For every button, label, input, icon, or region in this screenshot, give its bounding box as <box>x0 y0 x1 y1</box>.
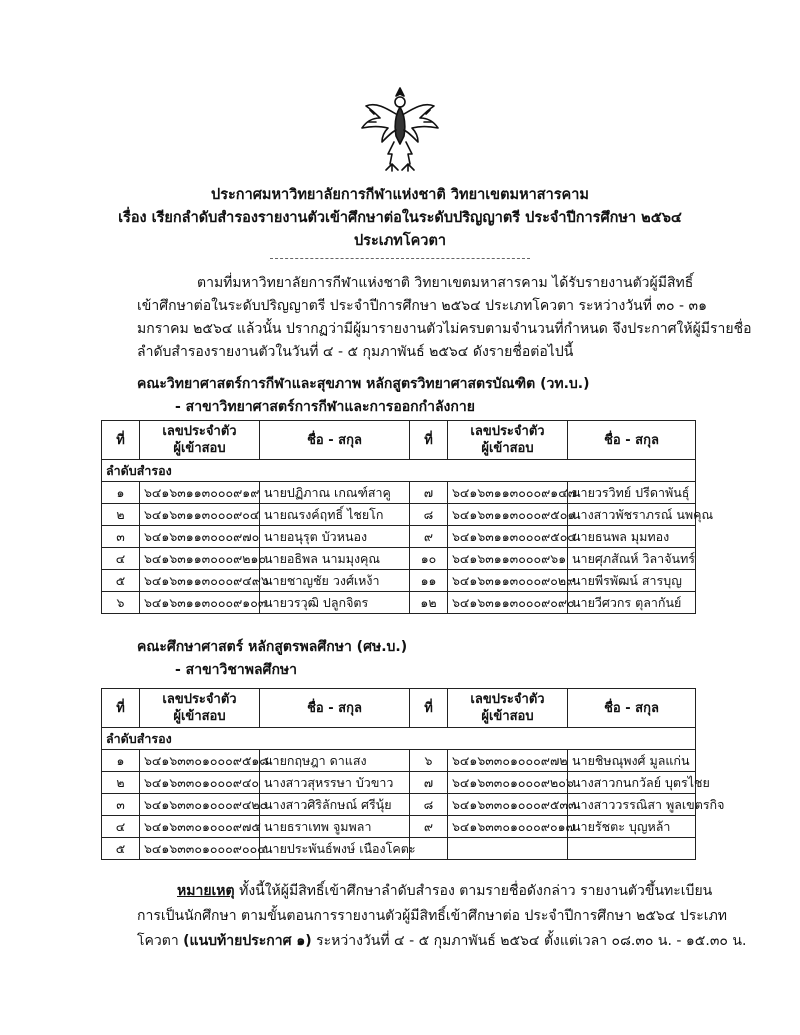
row-no-cell: ๕ <box>102 838 140 860</box>
exam-id-cell: ๖๔๑๖๓๑๑๓๐๐๐๙๐๒๙ <box>448 570 568 592</box>
table-header-row <box>102 421 696 460</box>
exam-id-cell: ๖๔๑๖๓๑๑๓๐๐๐๙๐๙๐ <box>448 592 568 614</box>
row-no-cell: ๗ <box>410 772 448 794</box>
exam-id-cell: ๖๔๑๖๓๑๑๓๐๐๐๙๔๙๖ <box>140 570 260 592</box>
group-label-row <box>102 460 696 482</box>
row-no-cell: ๓ <box>102 526 140 548</box>
row-no-cell: ๔ <box>102 548 140 570</box>
student-name-cell: นายศุภสัณห์ วิลาจันทร์ <box>568 548 696 570</box>
student-name-cell: นายชาญชัย วงศ์เหง้า <box>260 570 410 592</box>
row-no-cell: ๘ <box>410 794 448 816</box>
col-header-exam-id: เลขประจำตัว ผู้เข้าสอบ <box>448 689 568 728</box>
student-name-cell: นายธราเทพ จูมพลา <box>260 816 410 838</box>
table-row <box>102 570 696 592</box>
table-row <box>102 504 696 526</box>
exam-id-cell: ๖๔๑๖๓๓๐๑๐๐๐๙๒๐๖ <box>448 772 568 794</box>
paragraph-line-3: มกราคม ๒๕๖๔ แล้วนั้น ปรากฏว่ามีผู้มารายงานตัวไม่ครบตามจำนวนที่กำหนด จึงประกาศให้ผู้มีรายชื่อ <box>137 321 752 337</box>
student-name-cell: นายอนุรุต บัวหนอง <box>260 526 410 548</box>
student-name-cell <box>568 838 696 860</box>
exam-id-cell: ๖๔๑๖๓๑๑๓๐๐๐๙๑๙ <box>140 482 260 504</box>
table-row <box>102 526 696 548</box>
col-header-exam-id: เลขประจำตัว ผู้เข้าสอบ <box>448 421 568 460</box>
exam-id-cell: ๖๔๑๖๓๑๑๓๐๐๐๙๕๐๑ <box>448 504 568 526</box>
col-header-no: ที่ <box>102 689 140 728</box>
roster-table-1 <box>101 420 714 614</box>
paragraph-line-2: เข้าศึกษาต่อในระดับปริญญาตรี ประจำปีการศึกษา ๒๕๖๔ ประเภทโควตา ระหว่างวันที่ ๓๐ - ๓๑ <box>137 298 707 314</box>
student-name-cell: นายธนพล มุมทอง <box>568 526 696 548</box>
exam-id-cell: ๖๔๑๖๓๑๑๓๐๐๐๙๗๐ <box>140 526 260 548</box>
roster-table-2 <box>101 688 725 860</box>
table-header-row <box>102 689 696 728</box>
note-label: หมายเหตุ <box>177 883 235 899</box>
row-no-cell: ๙ <box>410 526 448 548</box>
exam-id-cell: ๖๔๑๖๓๓๐๑๐๐๐๙๔๒๐ <box>140 794 260 816</box>
row-no-cell: ๑ <box>102 750 140 772</box>
announcement-title: ประกาศมหาวิทยาลัยการกีฬาแห่งชาติ วิทยาเขตมหาสารคาม <box>211 187 589 203</box>
exam-id-cell: ๖๔๑๖๓๓๐๑๐๐๐๙๔๐ <box>140 772 260 794</box>
student-name-cell: นายวรวิทย์ ปรีดาพันธุ์ <box>568 482 696 504</box>
note-line-1: หมายเหตุ ทั้งนี้ให้ผู้มีสิทธิ์เข้าศึกษาลำดับสำรอง ตามรายชื่อดังกล่าว รายงานตัวขึ้นทะเบียน <box>177 883 713 899</box>
col-header-name: ชื่อ - สกุล <box>260 689 410 728</box>
col-header-no: ที่ <box>410 689 448 728</box>
table-row <box>102 750 696 772</box>
paragraph-line-1: ตามที่มหาวิทยาลัยการกีฬาแห่งชาติ วิทยาเขตมหาสารคาม ได้รับรายงานตัวผู้มีสิทธิ์ <box>197 275 694 291</box>
row-no-cell: ๖ <box>102 592 140 614</box>
table-row <box>102 794 696 816</box>
major-heading-2: - สาขาวิชาพลศึกษา <box>175 662 298 678</box>
student-name-cell: นางสาววรรณิสา พูลเขตรกิจ <box>568 794 696 816</box>
student-name-cell: นายชิษณุพงศ์ มูลแก่น <box>568 750 696 772</box>
row-no-cell: ๕ <box>102 570 140 592</box>
col-header-exam-id: เลขประจำตัว ผู้เข้าสอบ <box>140 689 260 728</box>
col-header-name: ชื่อ - สกุล <box>568 421 696 460</box>
exam-id-cell: ๖๔๑๖๓๑๑๓๐๐๐๙๑๐๓ <box>140 592 260 614</box>
student-name-cell: นายอธิพล นามมุงคุณ <box>260 548 410 570</box>
note-line-3: โควตา (แนบท้ายประกาศ ๑) ระหว่างวันที่ ๔ - ๕ กุมภาพันธ์ ๒๕๖๔ ตั้งแต่เวลา ๐๘.๓๐ น. - ๑๕.๓๐ น. <box>137 933 747 949</box>
announcement-subject-line2: ประเภทโควตา <box>353 233 447 249</box>
student-name-cell: นายประพันธ์พงษ์ เนืองโคตะ <box>260 838 410 860</box>
row-no-cell: ๑ <box>102 482 140 504</box>
student-name-cell: นายรัชตะ บุญหล้า <box>568 816 696 838</box>
group-label-row <box>102 728 696 750</box>
col-header-exam-id: เลขประจำตัว ผู้เข้าสอบ <box>140 421 260 460</box>
announcement-subject: เรื่อง เรียกลำดับสำรองรายงานตัวเข้าศึกษาต่อในระดับปริญญาตรี ประจำปีการศึกษา ๒๕๖๔ <box>118 210 682 226</box>
col-header-no: ที่ <box>102 421 140 460</box>
exam-id-cell: ๖๔๑๖๓๑๑๓๐๐๐๙๒๑๐ <box>140 548 260 570</box>
student-name-cell: นางสาวพัชราภรณ์ นพคุณ <box>568 504 696 526</box>
student-name-cell: นายวรวุฒิ ปลูกจิตร <box>260 592 410 614</box>
table-row <box>102 482 696 504</box>
note-attachment-ref: (แนบท้ายประกาศ ๑) <box>183 933 312 949</box>
faculty-heading-2: คณะศึกษาศาสตร์ หลักสูตรพลศึกษา (ศษ.บ.) <box>137 639 408 655</box>
exam-id-cell: ๖๔๑๖๓๑๑๓๐๐๐๙๕๐๔ <box>448 526 568 548</box>
group-label: ลำดับสำรอง <box>102 460 696 482</box>
table-row <box>102 548 696 570</box>
student-name-cell: นางสาวศิริลักษณ์ ศรีนุ้ย <box>260 794 410 816</box>
table-row <box>102 772 696 794</box>
exam-id-cell: ๖๔๑๖๓๓๐๑๐๐๐๙๐๑๗ <box>448 816 568 838</box>
student-name-cell: นายกฤษฎา ดาแสง <box>260 750 410 772</box>
student-name-cell: นายณรงค์ฤทธิ์ ไชยโก <box>260 504 410 526</box>
row-no-cell: ๒ <box>102 504 140 526</box>
exam-id-cell: ๖๔๑๖๓๑๑๓๐๐๐๙๐๔ <box>140 504 260 526</box>
student-name-cell: นางสาวสุหรรษา บัวขาว <box>260 772 410 794</box>
exam-id-cell: ๖๔๑๖๓๓๐๑๐๐๐๙๗๒ <box>448 750 568 772</box>
garuda-emblem-icon <box>358 84 442 174</box>
row-no-cell: ๓ <box>102 794 140 816</box>
col-header-name: ชื่อ - สกุล <box>260 421 410 460</box>
exam-id-cell <box>448 838 568 860</box>
row-no-cell: ๙ <box>410 816 448 838</box>
student-name-cell: นายพีรพัฒน์ สารบุญ <box>568 570 696 592</box>
separator-line <box>270 258 530 259</box>
exam-id-cell: ๖๔๑๖๓๓๐๑๐๐๐๙๐๐๔ <box>140 838 260 860</box>
exam-id-cell: ๖๔๑๖๓๓๐๑๐๐๐๙๗๕ <box>140 816 260 838</box>
col-header-name: ชื่อ - สกุล <box>568 689 696 728</box>
student-name-cell: นางสาวกนกวัลย์ บุตรไชย <box>568 772 696 794</box>
row-no-cell: ๑๒ <box>410 592 448 614</box>
row-no-cell: ๗ <box>410 482 448 504</box>
paragraph-line-4: ลำดับสำรองรายงานตัวในวันที่ ๔ - ๕ กุมภาพันธ์ ๒๕๖๔ ดังรายชื่อต่อไปนี้ <box>137 344 574 360</box>
faculty-heading-1: คณะวิทยาศาสตร์การกีฬาและสุขภาพ หลักสูตรวิทยาศาสตรบัณฑิต (วท.บ.) <box>137 376 590 392</box>
row-no-cell: ๔ <box>102 816 140 838</box>
exam-id-cell: ๖๔๑๖๓๓๐๑๐๐๐๙๕๑๘ <box>140 750 260 772</box>
exam-id-cell: ๖๔๑๖๓๑๑๓๐๐๐๙๖๑ <box>448 548 568 570</box>
row-no-cell: ๑๐ <box>410 548 448 570</box>
table-row <box>102 838 696 860</box>
table-row <box>102 816 696 838</box>
student-name-cell: นายวีศวกร ตุลากันย์ <box>568 592 696 614</box>
student-name-cell: นายปฏิภาณ เกณฑ์สาคู <box>260 482 410 504</box>
row-no-cell: ๖ <box>410 750 448 772</box>
row-no-cell: ๑๑ <box>410 570 448 592</box>
exam-id-cell: ๖๔๑๖๓๓๐๑๐๐๐๙๕๓๓ <box>448 794 568 816</box>
note-line-2: การเป็นนักศึกษา ตามขั้นตอนการรายงานตัวผู้มีสิทธิ์เข้าศึกษาต่อ ประจำปีการศึกษา ๒๕๖๔ ประเภท <box>137 908 728 924</box>
major-heading-1: - สาขาวิทยาศาสตร์การกีฬาและการออกกำลังกาย <box>175 399 475 415</box>
col-header-no: ที่ <box>410 421 448 460</box>
group-label: ลำดับสำรอง <box>102 728 696 750</box>
table-row <box>102 592 696 614</box>
row-no-cell: ๘ <box>410 504 448 526</box>
exam-id-cell: ๖๔๑๖๓๑๑๓๐๐๐๙๑๔๗ <box>448 482 568 504</box>
row-no-cell: ๒ <box>102 772 140 794</box>
